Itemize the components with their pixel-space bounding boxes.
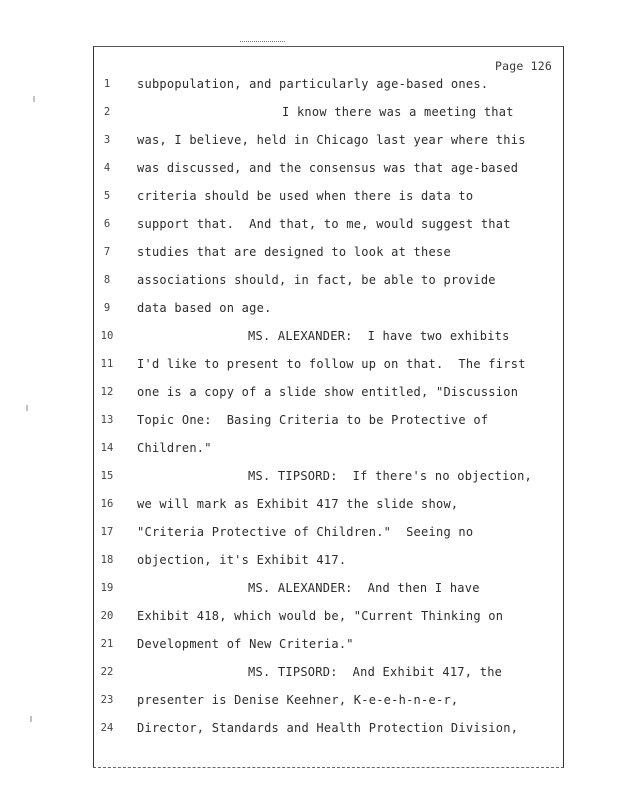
scan-speck: [33, 96, 35, 102]
line-number: 23: [100, 694, 114, 706]
line-text: presenter is Denise Keehner, K-e-e-h-n-e-r,: [137, 693, 459, 707]
transcript-line: [0, 327, 618, 347]
transcript-line: [0, 159, 618, 179]
line-number: 4: [103, 162, 111, 174]
line-number: 19: [100, 582, 114, 594]
transcript-line: [0, 215, 618, 235]
line-number: 14: [100, 442, 114, 454]
line-text: MS. TIPSORD: And Exhibit 417, the: [248, 665, 503, 679]
line-text: support that. And that, to me, would suggest that: [137, 217, 511, 231]
line-number: 6: [103, 218, 111, 230]
transcript-line: [0, 75, 618, 95]
line-number: 15: [100, 470, 114, 482]
line-text: objection, it's Exhibit 417.: [137, 553, 347, 567]
page-number: Page 126: [495, 59, 552, 73]
line-number: 22: [100, 666, 114, 678]
line-number: 7: [103, 246, 111, 258]
line-text: criteria should be used when there is data to: [137, 189, 474, 203]
line-text: I'd like to present to follow up on that. The first: [137, 357, 526, 371]
line-number: 8: [103, 274, 111, 286]
line-number: 16: [100, 498, 114, 510]
transcript-line: [0, 635, 618, 655]
line-text: I know there was a meeting that: [282, 105, 514, 119]
line-number: 1: [103, 78, 111, 90]
line-number: 20: [100, 610, 114, 622]
transcript-line: [0, 579, 618, 599]
line-text: MS. ALEXANDER: I have two exhibits: [248, 329, 510, 343]
line-text: we will mark as Exhibit 417 the slide show,: [137, 497, 459, 511]
transcript-line: [0, 299, 618, 319]
line-text: Children.": [137, 441, 212, 455]
line-number: 12: [100, 386, 114, 398]
transcript-line: [0, 103, 618, 123]
line-text: data based on age.: [137, 301, 272, 315]
line-text: was discussed, and the consensus was that age-based: [137, 161, 519, 175]
line-text: MS. ALEXANDER: And then I have: [248, 581, 480, 595]
line-number: 18: [100, 554, 114, 566]
transcript-line: [0, 551, 618, 571]
line-text: Topic One: Basing Criteria to be Protective of: [137, 413, 489, 427]
line-number: 3: [103, 134, 111, 146]
transcript-line: [0, 439, 618, 459]
scan-smudge: [240, 41, 285, 45]
transcript-page-frame: [93, 46, 564, 768]
line-text: "Criteria Protective of Children." Seeing no: [137, 525, 474, 539]
line-text: associations should, in fact, be able to provide: [137, 273, 496, 287]
transcript-line: [0, 355, 618, 375]
line-number: 2: [103, 106, 111, 118]
transcript-line: [0, 271, 618, 291]
transcript-line: [0, 467, 618, 487]
line-text: one is a copy of a slide show entitled, "Discussion: [137, 385, 519, 399]
transcript-line: [0, 411, 618, 431]
transcript-line: [0, 187, 618, 207]
line-number: 5: [103, 190, 111, 202]
transcript-line: [0, 383, 618, 403]
line-number: 10: [100, 330, 114, 342]
line-number: 11: [100, 358, 114, 370]
line-text: Development of New Criteria.": [137, 637, 354, 651]
line-text: was, I believe, held in Chicago last year where this: [137, 133, 526, 147]
line-text: subpopulation, and particularly age-based ones.: [137, 77, 489, 91]
line-text: studies that are designed to look at these: [137, 245, 451, 259]
line-text: Exhibit 418, which would be, "Current Thinking on: [137, 609, 504, 623]
line-text: MS. TIPSORD: If there's no objection,: [248, 469, 533, 483]
transcript-line: [0, 691, 618, 711]
line-text: Director, Standards and Health Protection Division,: [137, 721, 519, 735]
line-number: 21: [100, 638, 114, 650]
transcript-line: [0, 607, 618, 627]
line-number: 24: [100, 722, 114, 734]
transcript-line: [0, 719, 618, 739]
transcript-line: [0, 495, 618, 515]
transcript-line: [0, 663, 618, 683]
line-number: 9: [103, 302, 111, 314]
line-number: 17: [100, 526, 114, 538]
transcript-line: [0, 131, 618, 151]
transcript-line: [0, 523, 618, 543]
line-number: 13: [100, 414, 114, 426]
transcript-line: [0, 243, 618, 263]
